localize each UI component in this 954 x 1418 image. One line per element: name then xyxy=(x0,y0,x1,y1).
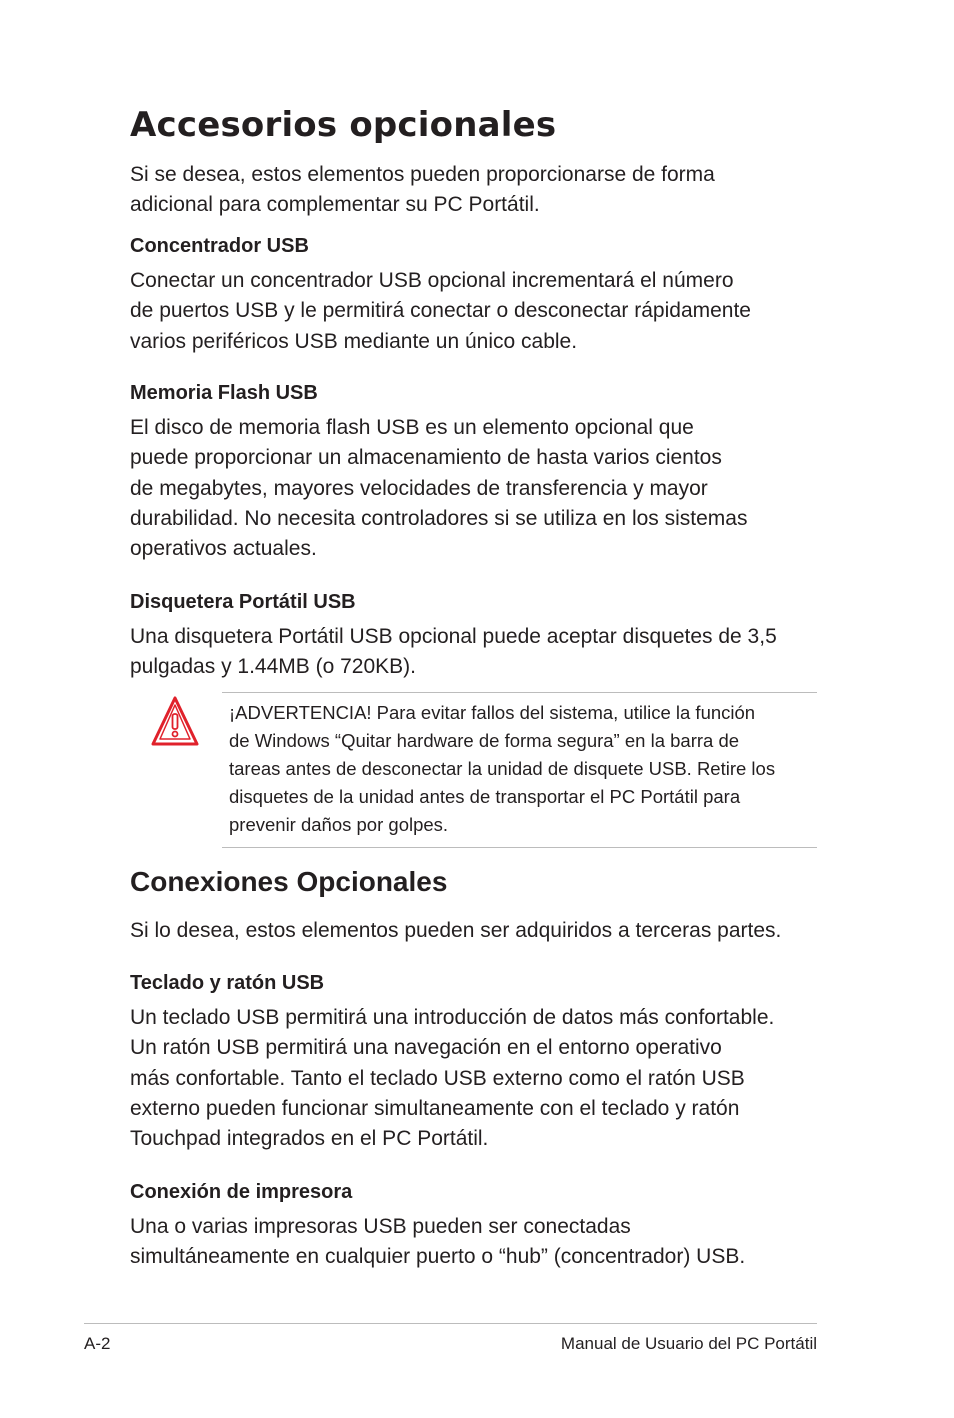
warning-bottom-rule xyxy=(222,847,817,848)
manual-title: Manual de Usuario del PC Portátil xyxy=(560,1334,817,1353)
text-line: Conectar un concentrador USB opcional incrementará el número xyxy=(130,269,734,292)
teclado-paragraph xyxy=(130,1003,830,1154)
concentrador-paragraph xyxy=(130,266,830,357)
text-line: prevenir daños por golpes. xyxy=(229,814,449,835)
text-line: de Windows “Quitar hardware de forma segura” en la barra de xyxy=(229,730,740,751)
text-line: ¡ADVERTENCIA! Para evitar fallos del sistema, utilice la función xyxy=(229,702,756,723)
impresora-paragraph xyxy=(130,1212,830,1273)
text-line: varios periféricos USB mediante un único cable. xyxy=(130,329,578,353)
page-title: Accesorios opcionales xyxy=(130,105,557,145)
text-line: operativos actuales. xyxy=(130,537,317,561)
section-title: Conexiones Opcionales xyxy=(130,866,448,897)
text-line: simultáneamente en cualquier puerto o “hub” (concentrador) USB. xyxy=(130,1245,746,1269)
warning-triangle-icon xyxy=(150,694,200,750)
warning-text xyxy=(229,699,819,839)
disquetera-heading: Disquetera Portátil USB xyxy=(130,591,356,613)
text-line: Un ratón USB permitirá una navegación en el entorno operativo xyxy=(130,1036,722,1060)
text-line: Una o varias impresoras USB pueden ser conectadas xyxy=(130,1215,631,1238)
conexiones-intro xyxy=(130,916,830,946)
teclado-heading: Teclado y ratón USB xyxy=(130,972,325,994)
text-line: Touchpad integrados en el PC Portátil. xyxy=(130,1127,489,1151)
text-line: Un teclado USB permitirá una introducción de datos más confortable. xyxy=(130,1006,775,1029)
impresora-heading: Conexión de impresora xyxy=(130,1181,353,1203)
memoria-paragraph xyxy=(130,413,830,564)
text-line: pulgadas y 1.44MB (o 720KB). xyxy=(130,655,417,679)
text-line: externo pueden funcionar simultaneamente con el teclado y ratón xyxy=(130,1096,740,1120)
text-line: El disco de memoria flash USB es un elemento opcional que xyxy=(130,416,694,439)
memoria-heading: Memoria Flash USB xyxy=(130,382,318,404)
page-number: A-2 xyxy=(84,1334,111,1353)
text-line: durabilidad. No necesita controladores si se utiliza en los sistemas xyxy=(130,506,748,530)
text-line: de megabytes, mayores velocidades de transferencia y mayor xyxy=(130,476,708,500)
text-line: puede proporcionar un almacenamiento de hasta varios cientos xyxy=(130,446,722,470)
footer-rule xyxy=(84,1323,817,1324)
intro-paragraph xyxy=(130,160,830,221)
text-line: de puertos USB y le permitirá conectar o desconectar rápidamente xyxy=(130,299,751,323)
text-line: Una disquetera Portátil USB opcional puede aceptar disquetes de 3,5 xyxy=(130,625,777,648)
concentrador-heading: Concentrador USB xyxy=(130,235,309,257)
text-line: disquetes de la unidad antes de transportar el PC Portátil para xyxy=(229,786,741,807)
disquetera-paragraph xyxy=(130,622,830,683)
warning-top-rule xyxy=(222,692,817,693)
text-line: más confortable. Tanto el teclado USB externo como el ratón USB xyxy=(130,1066,745,1090)
text-line: Si lo desea, estos elementos pueden ser adquiridos a terceras partes. xyxy=(130,919,782,942)
text-line: Si se desea, estos elementos pueden proporcionarse de forma xyxy=(130,163,715,186)
text-line: adicional para complementar su PC Portátil. xyxy=(130,193,540,217)
text-line: tareas antes de desconectar la unidad de disquete USB. Retire los xyxy=(229,758,776,779)
